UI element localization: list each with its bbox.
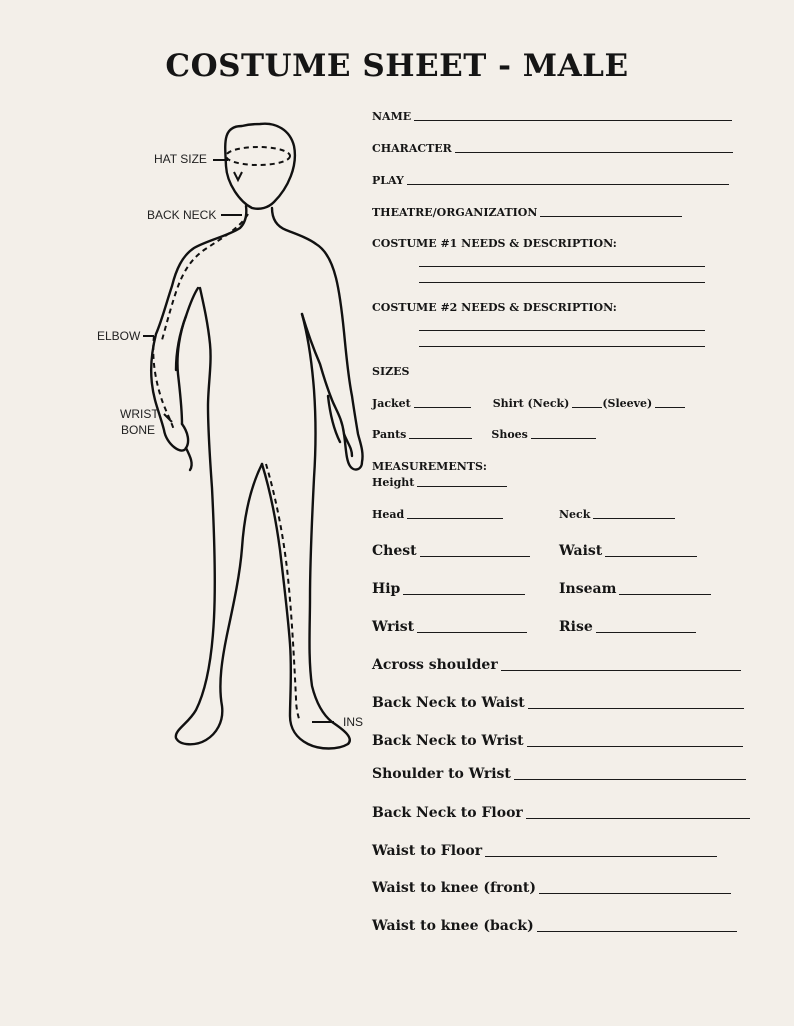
sizes-heading-row <box>372 365 409 378</box>
theatre-line[interactable] <box>540 216 682 217</box>
rise-line[interactable] <box>596 632 696 633</box>
hip-label: Hip <box>372 581 401 597</box>
waist-to-knee-front-label: Waist to knee (front) <box>372 880 536 896</box>
play-field[interactable] <box>372 174 729 187</box>
height-label: Height <box>372 476 415 489</box>
waist-line[interactable] <box>605 556 697 557</box>
hat-size-label: HAT SIZE <box>154 152 207 166</box>
inseam-label: Inseam <box>559 581 617 597</box>
pants-label: Pants <box>372 428 407 441</box>
waist-field[interactable] <box>559 543 697 559</box>
head-line[interactable] <box>407 518 503 519</box>
wrist-label: Wrist <box>372 619 415 635</box>
back-neck-to-waist-field[interactable] <box>372 695 744 711</box>
waist-to-floor-line[interactable] <box>485 856 717 857</box>
costume2-heading-row <box>372 301 617 314</box>
pants-shoes-row <box>372 428 596 441</box>
wrist-line[interactable] <box>417 632 527 633</box>
waist-to-knee-back-line[interactable] <box>537 931 737 932</box>
jacket-label: Jacket <box>372 397 411 410</box>
costume1-line-1[interactable] <box>419 266 705 267</box>
back-neck-to-waist-line[interactable] <box>528 708 744 709</box>
chest-line[interactable] <box>420 556 530 557</box>
inseam-field[interactable] <box>559 581 711 597</box>
rise-field[interactable] <box>559 619 696 635</box>
sleeve-label: (Sleeve) <box>602 397 653 410</box>
back-neck-to-wrist-label: Back Neck to Wrist <box>372 733 524 749</box>
rise-label: Rise <box>559 619 593 635</box>
shirt-neck-label: Shirt (Neck) <box>492 397 570 410</box>
waist-to-floor-label: Waist to Floor <box>372 843 483 859</box>
play-line[interactable] <box>407 184 729 185</box>
name-field[interactable] <box>372 110 732 123</box>
shoulder-to-wrist-line[interactable] <box>514 779 746 780</box>
sleeve-line[interactable] <box>655 407 685 408</box>
waist-to-knee-front-field[interactable] <box>372 880 731 896</box>
inseam-line[interactable] <box>619 594 711 595</box>
chest-field[interactable] <box>372 543 530 559</box>
back-neck-to-floor-field[interactable] <box>372 805 750 821</box>
waist-to-knee-back-label: Waist to knee (back) <box>372 918 534 934</box>
back-neck-to-floor-label: Back Neck to Floor <box>372 805 523 821</box>
theatre-field[interactable] <box>372 206 682 219</box>
bone-label: BONE <box>121 423 156 437</box>
wrist-label: WRIST <box>120 407 159 421</box>
character-label: CHARACTER <box>372 142 452 155</box>
male-body-outline <box>90 118 375 758</box>
head-label: Head <box>372 508 405 521</box>
costume1-line-2[interactable] <box>419 282 705 283</box>
jacket-shirt-row <box>372 397 685 410</box>
neck-field[interactable] <box>559 508 675 521</box>
page-title: COSTUME SHEET - MALE <box>165 48 629 84</box>
pants-line[interactable] <box>409 438 472 439</box>
costume2-label: COSTUME #2 NEEDS & DESCRIPTION: <box>372 301 617 314</box>
shirt-neck-line[interactable] <box>572 407 602 408</box>
shoulder-to-wrist-field[interactable] <box>372 766 746 782</box>
across-shoulder-field[interactable] <box>372 657 741 673</box>
back-neck-to-floor-line[interactable] <box>526 818 750 819</box>
wrist-field[interactable] <box>372 619 527 635</box>
costume1-label: COSTUME #1 NEEDS & DESCRIPTION: <box>372 237 617 250</box>
shoulder-to-wrist-label: Shoulder to Wrist <box>372 766 511 782</box>
costume2-line-1[interactable] <box>419 330 705 331</box>
chest-label: Chest <box>372 543 417 559</box>
neck-label: Neck <box>559 508 591 521</box>
hip-field[interactable] <box>372 581 525 597</box>
costume1-heading-row <box>372 237 617 250</box>
measurements-heading: MEASUREMENTS: <box>372 460 487 473</box>
play-label: PLAY <box>372 174 404 187</box>
inseam-label: INS <box>343 715 364 729</box>
waist-to-floor-field[interactable] <box>372 843 717 859</box>
theatre-label: THEATRE/ORGANIZATION <box>372 206 538 219</box>
back-neck-to-wrist-line[interactable] <box>527 746 743 747</box>
measurements-heading-row <box>372 460 487 473</box>
shoes-line[interactable] <box>531 438 596 439</box>
hip-line[interactable] <box>403 594 525 595</box>
jacket-line[interactable] <box>414 407 471 408</box>
costume2-line-2[interactable] <box>419 346 705 347</box>
head-field[interactable] <box>372 508 503 521</box>
sizes-heading: SIZES <box>372 365 410 378</box>
shoes-label: Shoes <box>491 428 528 441</box>
across-shoulder-label: Across shoulder <box>372 657 498 673</box>
waist-label: Waist <box>559 543 603 559</box>
name-line[interactable] <box>414 120 732 121</box>
back-neck-to-waist-label: Back Neck to Waist <box>372 695 525 711</box>
across-shoulder-line[interactable] <box>501 670 741 671</box>
back-neck-to-wrist-field[interactable] <box>372 733 743 749</box>
back-neck-label: BACK NECK <box>147 208 217 222</box>
height-line[interactable] <box>417 486 507 487</box>
elbow-label: ELBOW <box>97 329 141 343</box>
waist-to-knee-front-line[interactable] <box>539 893 731 894</box>
character-field[interactable] <box>372 142 733 155</box>
neck-line[interactable] <box>593 518 675 519</box>
waist-to-knee-back-field[interactable] <box>372 918 737 934</box>
character-line[interactable] <box>455 152 733 153</box>
name-label: NAME <box>372 110 412 123</box>
height-field[interactable] <box>372 476 507 489</box>
